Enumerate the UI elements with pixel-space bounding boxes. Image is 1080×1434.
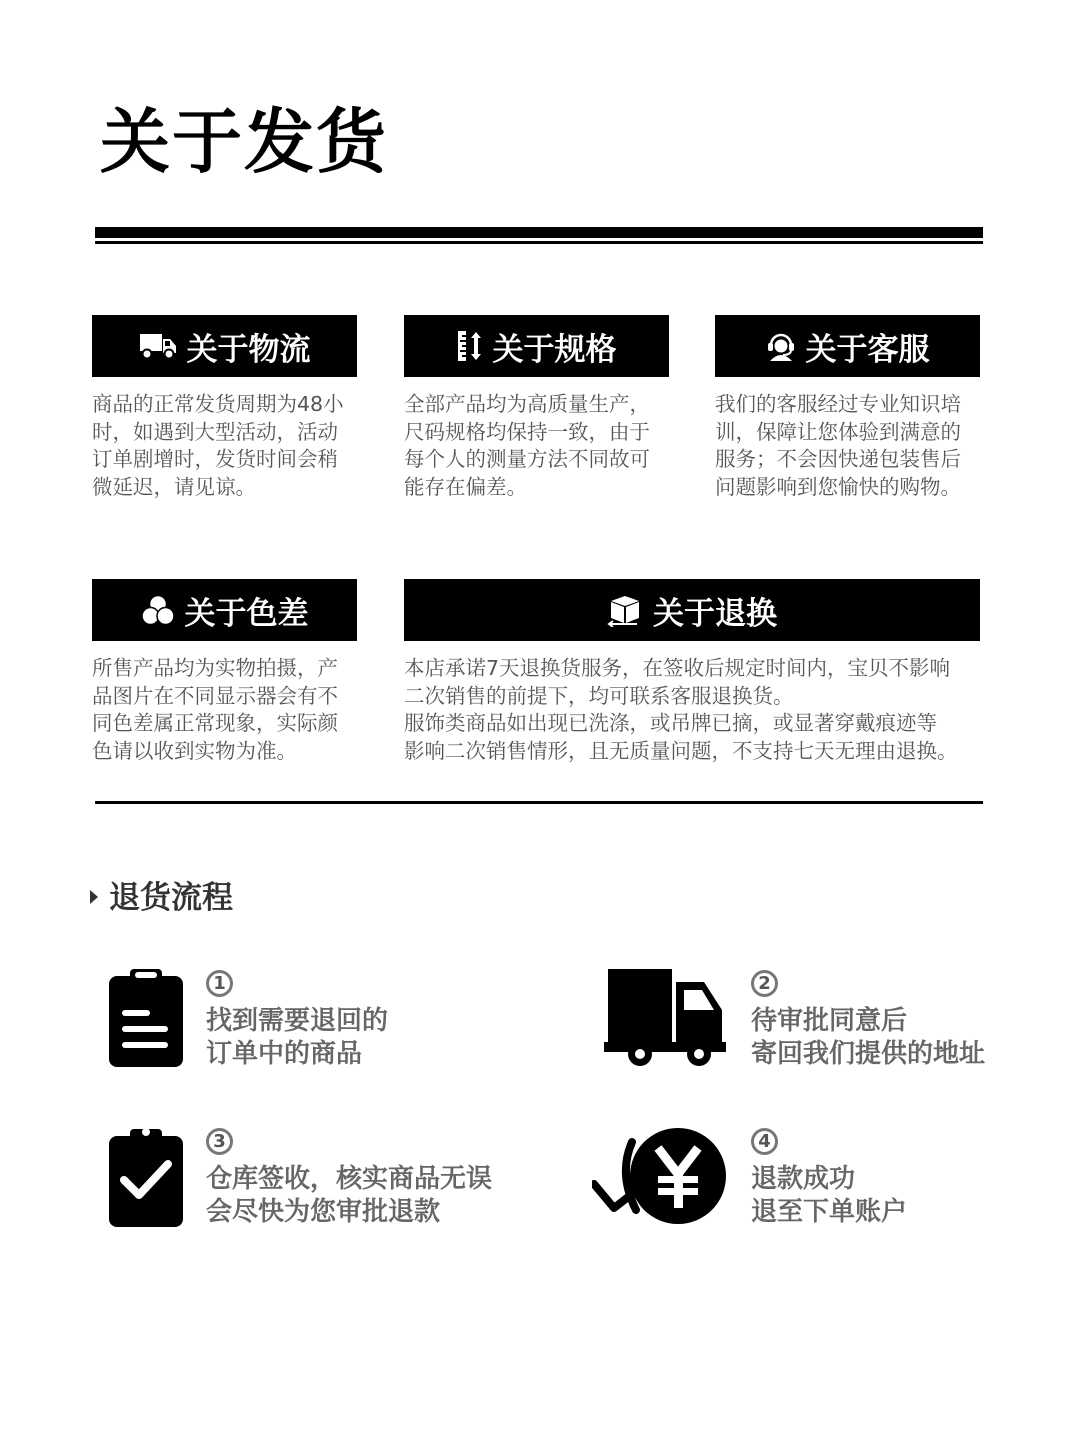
card-returns-body	[404, 655, 980, 765]
card-service-body	[715, 391, 980, 501]
step-2	[751, 970, 985, 1071]
card-service-header	[715, 315, 980, 377]
card-logistics-body	[92, 391, 357, 501]
step-4-number: 4	[751, 1128, 778, 1155]
card-sizing-line: 能存在偏差。	[404, 474, 527, 499]
clipboard-check-icon	[108, 1213, 184, 1232]
card-color-line: 所售产品均为实物拍摄，产	[92, 656, 338, 680]
card-service-line: 训，保障让您体验到满意的	[715, 419, 961, 444]
step-1-text	[206, 1005, 388, 1071]
step-2-text	[751, 1005, 985, 1071]
card-color-header	[92, 579, 357, 641]
card-returns	[404, 579, 980, 765]
card-returns-line: 本店承诺7天退换货服务，在签收后规定时间内，宝贝不影响	[404, 656, 951, 680]
step-4-text	[751, 1163, 907, 1229]
step-4-icon-wrap	[592, 1124, 732, 1230]
step-2-icon-wrap	[604, 968, 728, 1074]
card-logistics-line: 商品的正常发货周期为48小	[92, 392, 344, 416]
card-sizing-body	[404, 391, 669, 501]
headset-icon	[766, 331, 796, 361]
clipboard-list-icon	[108, 1053, 184, 1072]
card-returns-line: 二次销售的前提下，均可联系客服退换货。	[404, 683, 794, 708]
step-3-number: 3	[206, 1128, 233, 1155]
card-color-line: 色请以收到实物为准。	[92, 738, 297, 763]
card-color	[92, 579, 357, 765]
card-sizing-line: 每个人的测量方法不同故可	[404, 447, 650, 471]
card-sizing-line: 尺码规格均保持一致，由于	[404, 419, 650, 444]
card-service	[715, 315, 980, 501]
step-1-line: 找到需要退回的	[206, 1006, 389, 1036]
step-3	[206, 1128, 492, 1229]
step-2-line: 待审批同意后	[751, 1006, 908, 1036]
card-sizing-title: 关于规格	[492, 331, 617, 368]
card-sizing-line: 全部产品均为高质量生产，	[404, 392, 650, 416]
ruler-icon	[457, 330, 483, 362]
step-1-line: 订单中的商品	[206, 1039, 363, 1069]
card-logistics	[92, 315, 357, 501]
step-3-text	[206, 1163, 492, 1229]
card-logistics-line: 微延迟，请见谅。	[92, 474, 256, 499]
step-1-icon-wrap	[108, 968, 184, 1072]
step-4	[751, 1128, 907, 1229]
card-returns-title: 关于退换	[653, 595, 777, 632]
step-3-line: 仓库签收，核实商品无误	[206, 1164, 493, 1194]
box-icon	[607, 593, 643, 627]
card-service-title: 关于客服	[805, 331, 930, 368]
card-logistics-header	[92, 315, 357, 377]
title-divider-thin	[95, 241, 983, 244]
step-3-icon-wrap	[108, 1126, 184, 1232]
delivery-truck-icon	[604, 1055, 728, 1074]
step-1-number: 1	[206, 970, 233, 997]
card-returns-line: 影响二次销售情形，且无质量问题，不支持七天无理由退换。	[404, 738, 958, 763]
page-title: 关于发货	[100, 101, 388, 183]
card-color-line: 品图片在不同显示器会有不	[92, 683, 338, 708]
card-color-title: 关于色差	[184, 595, 309, 632]
card-logistics-title: 关于物流	[186, 331, 311, 368]
process-heading	[89, 872, 233, 917]
card-returns-header	[404, 579, 980, 641]
step-4-line: 退至下单账户	[751, 1197, 908, 1227]
title-divider-thick	[95, 227, 983, 238]
card-logistics-line: 时，如遇到大型活动，活动	[92, 419, 338, 444]
step-3-line: 会尽快为您审批退款	[206, 1197, 441, 1227]
step-2-number: 2	[751, 970, 778, 997]
card-service-line: 我们的客服经过专业知识培	[715, 392, 961, 416]
step-2-line: 寄回我们提供的地址	[751, 1039, 986, 1069]
card-returns-line: 服饰类商品如出现已洗涤，或吊牌已摘，或显著穿戴痕迹等	[404, 711, 937, 735]
card-color-line: 同色差属正常现象，实际颜	[92, 711, 338, 735]
yen-refund-icon	[592, 1211, 732, 1230]
step-4-line: 退款成功	[751, 1164, 856, 1194]
card-color-body	[92, 655, 357, 765]
process-title: 退货流程	[109, 880, 233, 916]
section-divider	[95, 801, 983, 804]
card-sizing	[404, 315, 669, 501]
step-1	[206, 970, 388, 1071]
card-service-line: 问题影响到您愉快的购物。	[715, 474, 961, 499]
card-service-line: 服务；不会因快递包装售后	[715, 447, 961, 471]
card-logistics-line: 订单剧增时，发货时间会稍	[92, 447, 338, 471]
card-sizing-header	[404, 315, 669, 377]
truck-icon	[139, 332, 177, 360]
triangle-right-icon	[89, 877, 99, 913]
color-circles-icon	[141, 594, 175, 626]
